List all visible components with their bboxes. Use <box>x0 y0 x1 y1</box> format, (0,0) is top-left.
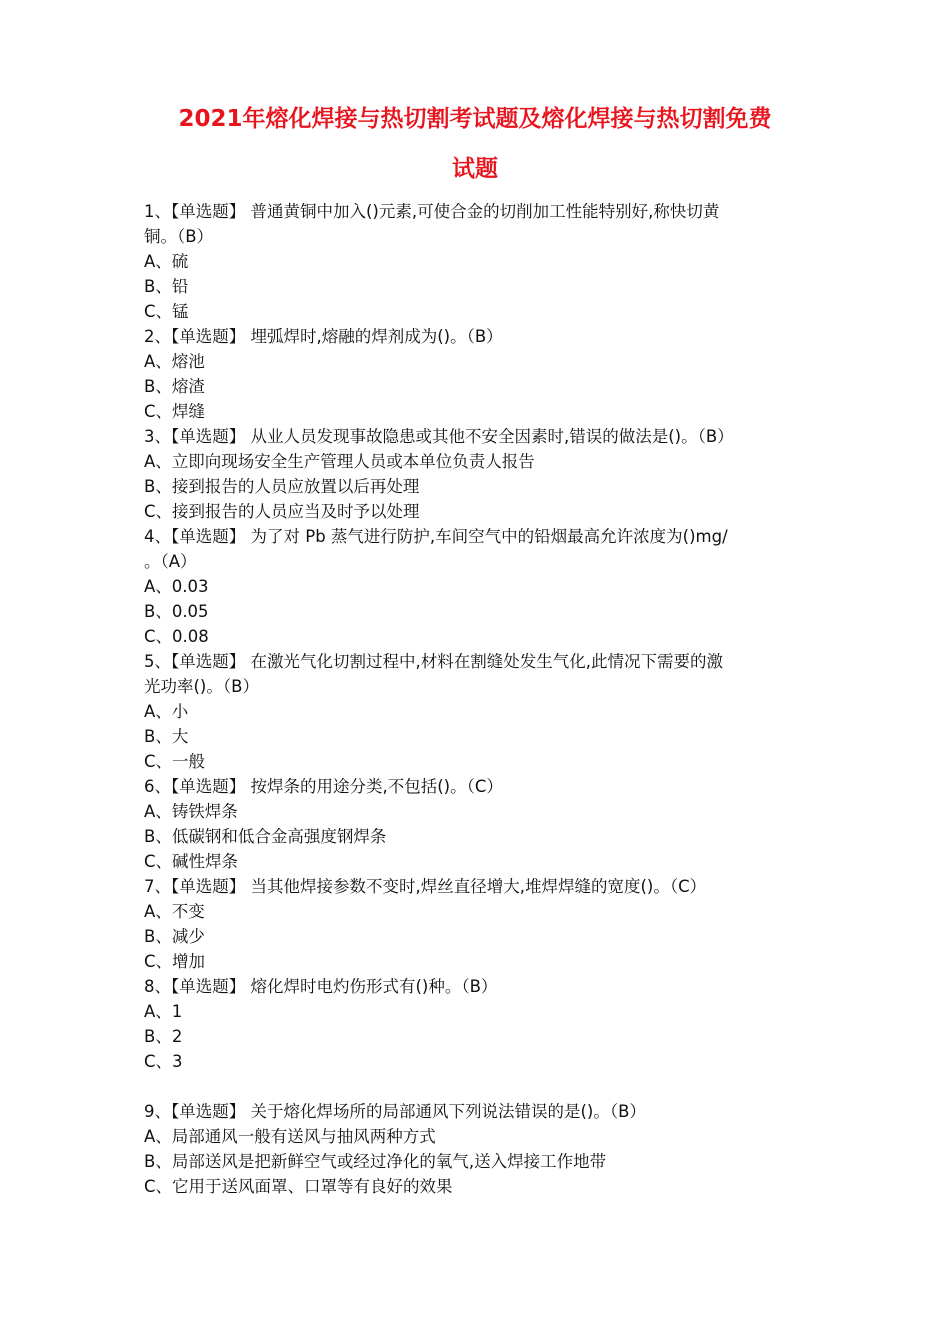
question-9 <box>144 1099 824 1199</box>
question-stem: 4、【单选题】 为了对 Pb 蒸气进行防护,车间空气中的铅烟最高允许浓度为()mg/ <box>144 527 728 546</box>
option-a: A、0.03 <box>144 577 209 596</box>
question-stem: 8、【单选题】 熔化焊时电灼伤形式有()种。（B） <box>144 977 498 996</box>
question-stem: 1、【单选题】 普通黄铜中加入()元素,可使合金的切削加工性能特别好,称快切黄 <box>144 202 720 221</box>
question-5 <box>144 649 824 774</box>
question-7 <box>144 874 824 974</box>
page-title-continued: 试题 <box>452 156 498 182</box>
question-stem: 7、【单选题】 当其他焊接参数不变时,焊丝直径增大,堆焊焊缝的宽度()。（C） <box>144 877 707 896</box>
question-stem-continued: 光功率()。（B） <box>144 677 259 696</box>
option-a: A、不变 <box>144 902 205 921</box>
question-stem-continued: 。（A） <box>144 552 197 571</box>
option-b: B、2 <box>144 1027 183 1046</box>
option-a: A、1 <box>144 1002 183 1021</box>
option-b: B、0.05 <box>144 602 209 621</box>
option-c: C、增加 <box>144 952 206 971</box>
question-2 <box>144 324 824 424</box>
page-title: 2021年熔化焊接与热切割考试题及熔化焊接与热切割免费 <box>178 106 772 132</box>
question-1 <box>144 199 824 324</box>
question-3 <box>144 424 824 524</box>
question-stem: 2、【单选题】 埋弧焊时,熔融的焊剂成为()。（B） <box>144 327 503 346</box>
option-a: A、硫 <box>144 252 189 271</box>
option-b: B、大 <box>144 727 189 746</box>
option-c: C、0.08 <box>144 627 209 646</box>
option-b: B、低碳钢和低合金高强度钢焊条 <box>144 827 387 846</box>
option-c: C、一般 <box>144 752 206 771</box>
option-c: C、锰 <box>144 302 189 321</box>
option-c: C、焊缝 <box>144 402 206 421</box>
question-stem: 6、【单选题】 按焊条的用途分类,不包括()。（C） <box>144 777 503 796</box>
option-a: A、铸铁焊条 <box>144 802 238 821</box>
question-6 <box>144 774 824 874</box>
question-list <box>144 199 824 1199</box>
option-c: C、它用于送风面罩、口罩等有良好的效果 <box>144 1177 453 1196</box>
blank-line <box>144 1074 824 1099</box>
option-c: C、接到报告的人员应当及时予以处理 <box>144 502 420 521</box>
option-b: B、局部送风是把新鲜空气或经过净化的氧气,送入焊接工作地带 <box>144 1152 607 1171</box>
option-b: B、铅 <box>144 277 189 296</box>
option-c: C、3 <box>144 1052 183 1071</box>
option-a: A、小 <box>144 702 189 721</box>
question-stem-continued: 铜。（B） <box>144 227 214 246</box>
option-b: B、熔渣 <box>144 377 205 396</box>
option-a: A、熔池 <box>144 352 205 371</box>
option-a: A、立即向现场安全生产管理人员或本单位负责人报告 <box>144 452 535 471</box>
option-b: B、接到报告的人员应放置以后再处理 <box>144 477 420 496</box>
question-8 <box>144 974 824 1074</box>
option-c: C、碱性焊条 <box>144 852 239 871</box>
option-a: A、局部通风一般有送风与抽风两种方式 <box>144 1127 436 1146</box>
question-stem: 9、【单选题】 关于熔化焊场所的局部通风下列说法错误的是()。（B） <box>144 1102 646 1121</box>
option-b: B、减少 <box>144 927 205 946</box>
question-stem: 5、【单选题】 在激光气化切割过程中,材料在割缝处发生气化,此情况下需要的激 <box>144 652 723 671</box>
question-stem: 3、【单选题】 从业人员发现事故隐患或其他不安全因素时,错误的做法是()。（B） <box>144 427 734 446</box>
question-4 <box>144 524 824 649</box>
